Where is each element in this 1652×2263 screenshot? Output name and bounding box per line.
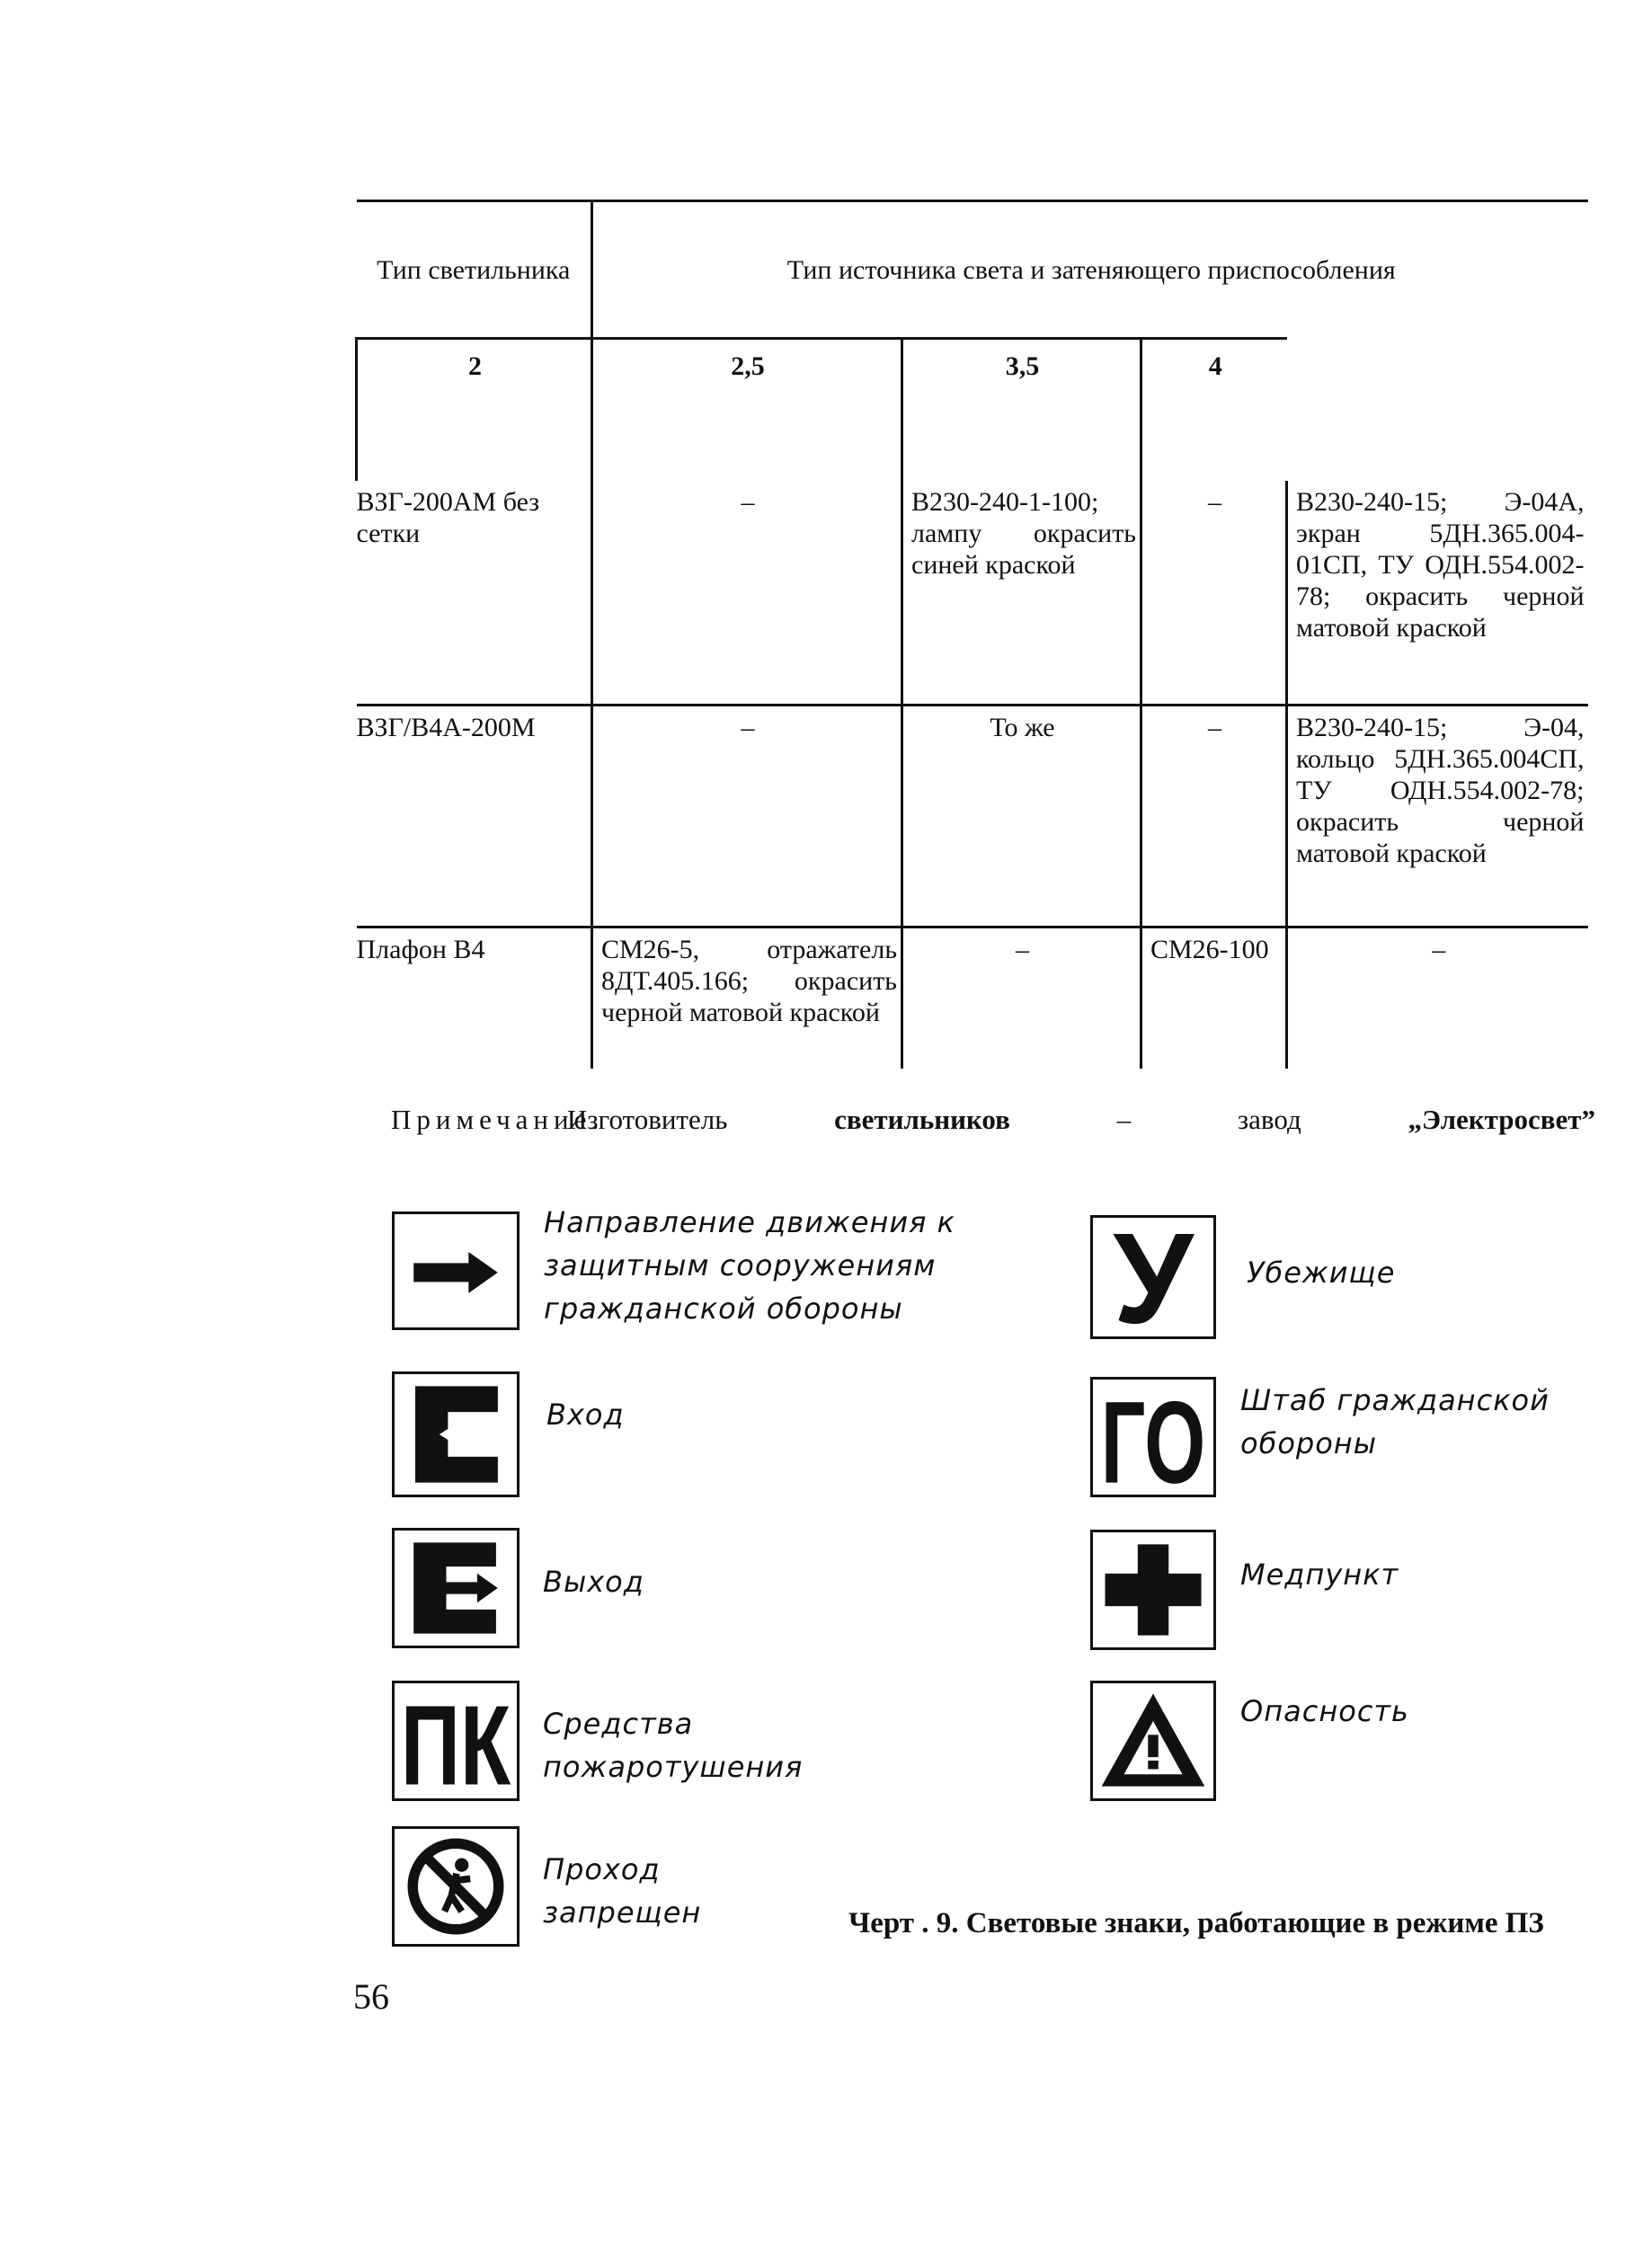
sign-caption: Медпункт (1240, 1557, 1399, 1592)
table-row (357, 706, 1588, 927)
cell: СМ26-5, отражатель 8ДТ.405.166; окрасить черной матовой краской (592, 927, 902, 1069)
note-text: Изготовитель (566, 1104, 728, 1135)
page-number: 56 (353, 1976, 389, 2017)
sign-caption: Вход (546, 1398, 625, 1432)
sign-caption: Направление движения к защитным сооружениям гражданской обороны (544, 1205, 955, 1326)
shelter-icon (1090, 1206, 1216, 1351)
danger-triangle-icon (1090, 1681, 1216, 1801)
cell: – (1141, 481, 1287, 706)
cell: – (1287, 927, 1588, 1069)
sign-caption: Проход запрещен (543, 1852, 702, 1930)
civil-defense-hq-icon (1090, 1376, 1216, 1508)
note-text: светильников (834, 1104, 1010, 1135)
note-text: завод (1237, 1104, 1301, 1135)
table-row (357, 927, 1588, 1069)
col-header-type: Тип светильника (357, 201, 592, 339)
no-passage-icon (392, 1826, 520, 1947)
sign-caption: Штаб гражданской обороны (1240, 1383, 1550, 1460)
cell: – (592, 481, 902, 706)
row-type: Плафон В4 (356, 935, 485, 964)
cell: – (902, 927, 1141, 1069)
row-type: ВЗГ/В4А-200М (357, 706, 592, 927)
shelter-glyph: У (1113, 1206, 1194, 1351)
note-text: – (1116, 1104, 1132, 1135)
figure-caption: Черт . 9. Световые знаки, работающие в режиме ПЗ (848, 1907, 1544, 1939)
note-text: „Электросвет” (1408, 1104, 1595, 1135)
sign-caption: Опасность (1240, 1694, 1409, 1728)
col-header-title: Тип источника света и затеняющего приспособления (592, 201, 1588, 339)
col-number: 3,5 (902, 339, 1141, 482)
cell: В230-240-15; Э-04А, экран 5ДН.365.004-01СП, ТУ ОДН.554.002-78; окрасить черной матовой краской (1287, 481, 1588, 706)
medical-cross-icon (1090, 1530, 1216, 1650)
cell: В230-240-1-100; лампу окрасить синей краской (902, 481, 1141, 706)
cell: То же (902, 706, 1141, 927)
col-number: 4 (1141, 339, 1287, 482)
table-note (391, 1104, 1595, 1136)
civil-defense-glyph: ГО (1100, 1376, 1206, 1508)
arrow-right-icon (392, 1211, 520, 1330)
sign-caption: Убежище (1247, 1256, 1396, 1290)
sign-caption: Средства пожаротушения (543, 1707, 804, 1784)
fire-extinguishing-icon (392, 1681, 520, 1809)
entrance-icon (392, 1371, 520, 1497)
cell: – (1141, 706, 1287, 927)
fire-extinguishing-glyph: ПК (400, 1682, 511, 1809)
exit-icon (392, 1528, 520, 1648)
table-row (357, 481, 1588, 706)
cell: – (592, 706, 902, 927)
note-label: Примечание. (391, 1104, 605, 1135)
cell: СМ26-100 (1141, 927, 1287, 1069)
row-type: ВЗГ-200АМ без сетки (357, 481, 592, 706)
col-number: 2 (357, 339, 592, 482)
col-number: 2,5 (592, 339, 902, 482)
sign-caption: Выход (543, 1565, 644, 1599)
cell: В230-240-15; Э-04, кольцо 5ДН.365.004СП, ТУ ОДН.554.002-78; окрасить черной матовой краской (1287, 706, 1588, 927)
luminaire-table (355, 200, 1588, 1069)
